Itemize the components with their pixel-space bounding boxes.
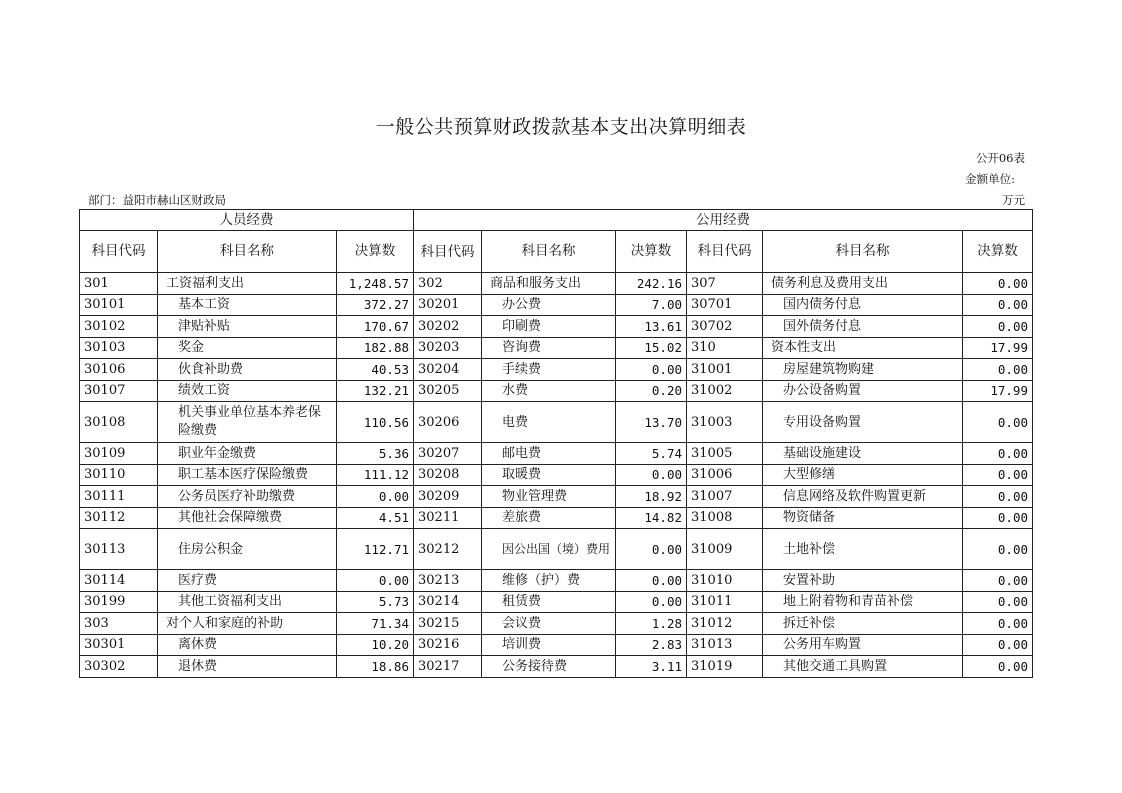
cell-code: 30216 xyxy=(414,634,482,656)
cell-name: 土地补偿 xyxy=(763,529,963,570)
cell-amount: 372.27 xyxy=(337,294,414,316)
cell-name: 公务员医疗补助缴费 xyxy=(158,486,337,508)
cell-code: 30110 xyxy=(80,464,158,486)
cell-name: 国外债务付息 xyxy=(763,316,963,338)
cell-code: 30107 xyxy=(80,380,158,402)
table-row xyxy=(80,634,1033,656)
header-amount: 决算数 xyxy=(616,231,687,273)
header-amount: 决算数 xyxy=(963,231,1033,273)
cell-name: 基本工资 xyxy=(158,294,337,316)
cell-amount: 110.56 xyxy=(337,402,414,443)
cell-code: 30201 xyxy=(414,294,482,316)
cell-code: 30301 xyxy=(80,634,158,656)
cell-name: 电费 xyxy=(482,402,616,443)
cell-amount: 111.12 xyxy=(337,464,414,486)
cell-name: 职工基本医疗保险缴费 xyxy=(158,464,337,486)
cell-code: 30103 xyxy=(80,337,158,359)
cell-code: 31001 xyxy=(687,359,763,381)
cell-amount: 5.36 xyxy=(337,443,414,465)
cell-code: 30702 xyxy=(687,316,763,338)
table-row xyxy=(80,294,1033,316)
cell-amount: 0.00 xyxy=(963,359,1033,381)
cell-amount: 18.86 xyxy=(337,656,414,678)
header-amount: 决算数 xyxy=(337,231,414,273)
cell-name: 大型修缮 xyxy=(763,464,963,486)
table-row xyxy=(80,613,1033,635)
expenditure-table xyxy=(79,209,1033,678)
cell-name: 手续费 xyxy=(482,359,616,381)
cell-code: 30114 xyxy=(80,570,158,592)
cell-amount: 0.00 xyxy=(963,273,1033,295)
cell-code: 30101 xyxy=(80,294,158,316)
cell-code: 31002 xyxy=(687,380,763,402)
table-row xyxy=(80,380,1033,402)
cell-amount: 0.00 xyxy=(616,464,687,486)
cell-amount: 182.88 xyxy=(337,337,414,359)
cell-name: 因公出国（境）费用 xyxy=(482,529,616,570)
cell-code: 31003 xyxy=(687,402,763,443)
cell-amount: 0.20 xyxy=(616,380,687,402)
cell-amount: 0.00 xyxy=(616,529,687,570)
cell-amount: 3.11 xyxy=(616,656,687,678)
cell-name: 其他交通工具购置 xyxy=(763,656,963,678)
cell-name: 维修（护）费 xyxy=(482,570,616,592)
cell-name: 办公费 xyxy=(482,294,616,316)
cell-amount: 17.99 xyxy=(963,337,1033,359)
cell-name: 职业年金缴费 xyxy=(158,443,337,465)
cell-name: 基础设施建设 xyxy=(763,443,963,465)
table-row xyxy=(80,337,1033,359)
cell-code: 31013 xyxy=(687,634,763,656)
cell-code: 30202 xyxy=(414,316,482,338)
form-number: 公开06表 xyxy=(975,151,1025,165)
cell-name: 物业管理费 xyxy=(482,486,616,508)
cell-name: 会议费 xyxy=(482,613,616,635)
table-row xyxy=(80,591,1033,613)
cell-name: 资本性支出 xyxy=(763,337,963,359)
cell-amount: 0.00 xyxy=(963,507,1033,529)
cell-code: 30208 xyxy=(414,464,482,486)
cell-name: 培训费 xyxy=(482,634,616,656)
cell-name: 邮电费 xyxy=(482,443,616,465)
cell-code: 30108 xyxy=(80,402,158,443)
cell-name: 离休费 xyxy=(158,634,337,656)
cell-code: 30215 xyxy=(414,613,482,635)
cell-code: 31007 xyxy=(687,486,763,508)
cell-amount: 0.00 xyxy=(963,570,1033,592)
cell-code: 30205 xyxy=(414,380,482,402)
table-row xyxy=(80,486,1033,508)
cell-amount: 0.00 xyxy=(963,402,1033,443)
cell-code: 30204 xyxy=(414,359,482,381)
cell-name: 绩效工资 xyxy=(158,380,337,402)
header-code: 科目代码 xyxy=(687,231,763,273)
cell-amount: 0.00 xyxy=(616,570,687,592)
cell-code: 30102 xyxy=(80,316,158,338)
cell-name: 印刷费 xyxy=(482,316,616,338)
cell-amount: 13.61 xyxy=(616,316,687,338)
cell-amount: 1,248.57 xyxy=(337,273,414,295)
cell-code: 30206 xyxy=(414,402,482,443)
cell-amount: 0.00 xyxy=(963,486,1033,508)
cell-name: 取暖费 xyxy=(482,464,616,486)
cell-amount: 0.00 xyxy=(963,316,1033,338)
header-name: 科目名称 xyxy=(158,231,337,273)
cell-code: 30199 xyxy=(80,591,158,613)
table-row xyxy=(80,359,1033,381)
cell-amount: 40.53 xyxy=(337,359,414,381)
cell-amount: 0.00 xyxy=(337,486,414,508)
cell-code: 30211 xyxy=(414,507,482,529)
cell-name: 差旅费 xyxy=(482,507,616,529)
cell-amount: 242.16 xyxy=(616,273,687,295)
cell-name: 专用设备购置 xyxy=(763,402,963,443)
cell-amount: 132.21 xyxy=(337,380,414,402)
cell-code: 302 xyxy=(414,273,482,295)
cell-code: 307 xyxy=(687,273,763,295)
cell-amount: 0.00 xyxy=(616,359,687,381)
cell-code: 310 xyxy=(687,337,763,359)
cell-name: 咨询费 xyxy=(482,337,616,359)
table-row xyxy=(80,529,1033,570)
cell-code: 30109 xyxy=(80,443,158,465)
cell-amount: 71.34 xyxy=(337,613,414,635)
cell-amount: 15.02 xyxy=(616,337,687,359)
cell-name: 拆迁补偿 xyxy=(763,613,963,635)
cell-amount: 0.00 xyxy=(337,570,414,592)
cell-name: 物资储备 xyxy=(763,507,963,529)
cell-code: 31010 xyxy=(687,570,763,592)
cell-amount: 2.83 xyxy=(616,634,687,656)
cell-code: 31006 xyxy=(687,464,763,486)
cell-name: 办公设备购置 xyxy=(763,380,963,402)
cell-name: 国内债务付息 xyxy=(763,294,963,316)
cell-name: 水费 xyxy=(482,380,616,402)
group-public: 公用经费 xyxy=(414,210,1033,231)
cell-code: 301 xyxy=(80,273,158,295)
cell-amount: 0.00 xyxy=(616,591,687,613)
cell-amount: 18.92 xyxy=(616,486,687,508)
cell-name: 住房公积金 xyxy=(158,529,337,570)
unit-label: 金额单位: xyxy=(965,172,1015,186)
cell-name: 商品和服务支出 xyxy=(482,273,616,295)
table-row xyxy=(80,402,1033,443)
cell-amount: 4.51 xyxy=(337,507,414,529)
cell-amount: 0.00 xyxy=(963,294,1033,316)
cell-code: 30106 xyxy=(80,359,158,381)
cell-amount: 0.00 xyxy=(963,656,1033,678)
cell-amount: 10.20 xyxy=(337,634,414,656)
cell-amount: 1.28 xyxy=(616,613,687,635)
cell-code: 30214 xyxy=(414,591,482,613)
cell-name: 津贴补贴 xyxy=(158,316,337,338)
cell-code: 30112 xyxy=(80,507,158,529)
cell-name: 债务利息及费用支出 xyxy=(763,273,963,295)
cell-code: 31008 xyxy=(687,507,763,529)
cell-code: 30217 xyxy=(414,656,482,678)
table-row xyxy=(80,656,1033,678)
table-row xyxy=(80,570,1033,592)
cell-amount: 112.71 xyxy=(337,529,414,570)
cell-amount: 5.74 xyxy=(616,443,687,465)
cell-code: 30209 xyxy=(414,486,482,508)
cell-name: 对个人和家庭的补助 xyxy=(158,613,337,635)
cell-name: 退休费 xyxy=(158,656,337,678)
department-label: 部门：益阳市赫山区财政局 xyxy=(88,193,226,207)
cell-code: 303 xyxy=(80,613,158,635)
cell-code: 30113 xyxy=(80,529,158,570)
cell-code: 30302 xyxy=(80,656,158,678)
cell-amount: 17.99 xyxy=(963,380,1033,402)
cell-name: 医疗费 xyxy=(158,570,337,592)
cell-amount: 13.70 xyxy=(616,402,687,443)
table-row xyxy=(80,507,1033,529)
table-row xyxy=(80,443,1033,465)
header-name: 科目名称 xyxy=(763,231,963,273)
cell-name: 机关事业单位基本养老保险缴费 xyxy=(158,402,337,443)
cell-name: 租赁费 xyxy=(482,591,616,613)
header-code: 科目代码 xyxy=(80,231,158,273)
cell-name: 其他社会保障缴费 xyxy=(158,507,337,529)
cell-amount: 0.00 xyxy=(963,634,1033,656)
header-code: 科目代码 xyxy=(414,231,482,273)
table-row xyxy=(80,464,1033,486)
cell-code: 31009 xyxy=(687,529,763,570)
table-row xyxy=(80,316,1033,338)
cell-code: 31011 xyxy=(687,591,763,613)
cell-code: 30111 xyxy=(80,486,158,508)
cell-name: 地上附着物和青苗补偿 xyxy=(763,591,963,613)
cell-amount: 14.82 xyxy=(616,507,687,529)
header-name: 科目名称 xyxy=(482,231,616,273)
cell-code: 31005 xyxy=(687,443,763,465)
cell-name: 公务用车购置 xyxy=(763,634,963,656)
cell-code: 30203 xyxy=(414,337,482,359)
unit-value: 万元 xyxy=(1002,193,1025,207)
cell-amount: 7.00 xyxy=(616,294,687,316)
cell-amount: 0.00 xyxy=(963,591,1033,613)
cell-amount: 0.00 xyxy=(963,443,1033,465)
page-title: 一般公共预算财政拨款基本支出决算明细表 xyxy=(375,116,747,138)
cell-name: 奖金 xyxy=(158,337,337,359)
cell-amount: 0.00 xyxy=(963,529,1033,570)
cell-code: 30701 xyxy=(687,294,763,316)
cell-amount: 170.67 xyxy=(337,316,414,338)
table-row xyxy=(80,273,1033,295)
cell-amount: 5.73 xyxy=(337,591,414,613)
cell-code: 30213 xyxy=(414,570,482,592)
cell-amount: 0.00 xyxy=(963,464,1033,486)
cell-name: 信息网络及软件购置更新 xyxy=(763,486,963,508)
cell-amount: 0.00 xyxy=(963,613,1033,635)
cell-name: 安置补助 xyxy=(763,570,963,592)
cell-name: 伙食补助费 xyxy=(158,359,337,381)
cell-code: 30207 xyxy=(414,443,482,465)
cell-code: 31012 xyxy=(687,613,763,635)
cell-name: 其他工资福利支出 xyxy=(158,591,337,613)
cell-code: 30212 xyxy=(414,529,482,570)
cell-name: 公务接待费 xyxy=(482,656,616,678)
cell-name: 工资福利支出 xyxy=(158,273,337,295)
cell-name: 房屋建筑物购建 xyxy=(763,359,963,381)
cell-code: 31019 xyxy=(687,656,763,678)
group-personnel: 人员经费 xyxy=(80,210,414,231)
